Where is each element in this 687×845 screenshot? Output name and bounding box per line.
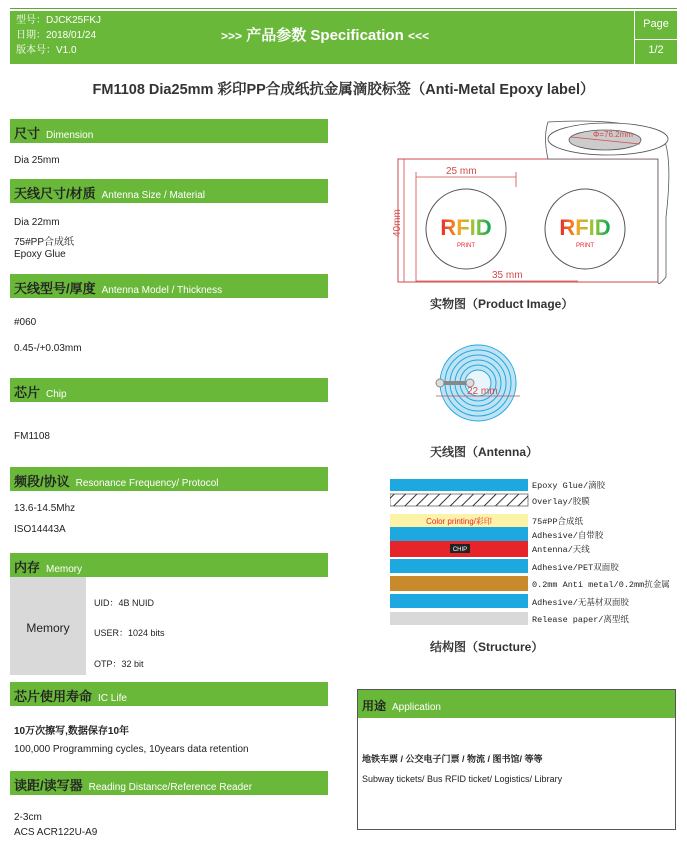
page-number: 1/2 <box>648 44 664 56</box>
layer-label: 75#PP合成纸 <box>532 517 584 527</box>
section-title: 芯片使用寿命 <box>14 689 93 704</box>
memory-label: Memory <box>26 621 70 635</box>
section-subtitle: Chip <box>46 389 67 400</box>
section-subtitle: Resonance Frequency/ Protocol <box>75 478 219 489</box>
section-title: 芯片 <box>14 385 41 400</box>
reading-line: 2-3cm <box>14 812 42 823</box>
title-prefix: >>> <box>221 29 243 43</box>
section-frequency <box>10 467 328 491</box>
layer-label: Antenna/天线 <box>532 545 590 555</box>
layer-release <box>390 612 528 625</box>
layer-label: Adhesive/自带胶 <box>532 531 604 541</box>
print-logo-2: PRINT <box>576 243 594 249</box>
layer-adhesive-3 <box>390 594 528 608</box>
chip-label: CHIP <box>452 547 468 553</box>
section-subtitle: Antenna Model / Thickness <box>101 285 223 296</box>
section-title: 内存 <box>14 560 41 575</box>
product-image-diagram <box>388 117 678 297</box>
antenna-diagram <box>420 340 540 425</box>
section-reading <box>10 771 328 795</box>
layer-adhesive-2 <box>390 559 528 573</box>
height-label: 40mm <box>392 209 403 237</box>
memory-user: USER：1024 bits <box>94 628 165 638</box>
title-text: 产品参数 Specification <box>246 27 404 44</box>
layer-epoxy <box>390 479 528 491</box>
antenna-dim-label: 22 mm <box>467 386 498 397</box>
section-dimension <box>10 119 328 143</box>
chip-value: FM1108 <box>14 431 50 442</box>
section-antenna-size <box>10 179 328 203</box>
layer-label: Epoxy Glue/滴胶 <box>532 481 606 491</box>
layer-label: Overlay/胶膜 <box>532 497 590 507</box>
roll-diameter-label: Φ=76.2mm <box>593 130 633 139</box>
section-title: 天线型号/厚度 <box>14 281 96 296</box>
ic-life-line: 100,000 Programming cycles, 10years data retention <box>14 744 249 755</box>
page-label: Page <box>643 18 669 30</box>
title-suffix: <<< <box>407 29 429 43</box>
antenna-model-line: 0.45-/+0.03mm <box>14 343 82 354</box>
section-title: 读距/读写器 <box>14 778 83 793</box>
layer-label: 0.2mm Anti metal/0.2mm抗金属 <box>532 580 670 590</box>
layer-anti-metal <box>390 576 528 591</box>
section-subtitle: Dimension <box>46 130 94 141</box>
section-title: 用途 <box>362 699 387 713</box>
layer-overlay <box>390 494 528 506</box>
section-memory <box>10 553 328 577</box>
header-title <box>160 24 490 45</box>
memory-table <box>10 577 328 675</box>
rfid-logo-2: RFID <box>559 215 611 240</box>
antenna-pad <box>436 379 444 387</box>
section-title: 天线尺寸/材质 <box>14 186 96 201</box>
dimension-value: Dia 25mm <box>14 155 60 166</box>
ic-life-line: 10万次擦写,数据保存10年 <box>14 726 130 737</box>
header-meta <box>16 13 101 58</box>
reading-line: ACS ACR122U-A9 <box>14 827 98 838</box>
antenna-size-line: Dia 22mm <box>14 217 60 228</box>
application-box <box>357 689 676 830</box>
section-subtitle: Reading Distance/Reference Reader <box>88 782 253 793</box>
page-divider <box>635 39 677 40</box>
structure-caption: 结构图（Structure） <box>430 640 544 654</box>
application-zh-line: 地铁车票 / 公交电子门票 / 物流 / 图书馆/ 等等 <box>362 754 543 764</box>
product-image-caption: 实物图（Product Image） <box>430 297 574 311</box>
antenna-size-line: Epoxy Glue <box>14 249 66 260</box>
section-subtitle: Application <box>392 702 441 713</box>
application-header <box>358 690 675 718</box>
memory-uid: UID：4B NUID <box>94 598 155 608</box>
section-title: 频段/协议 <box>14 474 70 489</box>
rfid-logo-1: RFID <box>440 215 492 240</box>
section-subtitle: Antenna Size / Material <box>101 190 206 201</box>
memory-otp: OTP：32 bit <box>94 659 144 669</box>
print-logo-1: PRINT <box>457 243 475 249</box>
frequency-line: ISO14443A <box>14 524 66 535</box>
antenna-model-line: #060 <box>14 317 37 328</box>
doc-date: 日期：2018/01/24 <box>16 30 97 41</box>
application-en-line: Subway tickets/ Bus RFID ticket/ Logistics/ Library <box>362 774 563 784</box>
model-number: 型号：DJCK25FKJ <box>16 15 102 26</box>
layer-label: Adhesive/PET双面胶 <box>532 563 619 573</box>
section-ic-life <box>10 682 328 706</box>
layer-adhesive-1 <box>390 527 528 541</box>
section-chip <box>10 378 328 402</box>
color-print-label: Color printing/彩印 <box>426 517 492 526</box>
top-rule <box>10 8 677 9</box>
page-indicator <box>634 11 677 64</box>
section-subtitle: Memory <box>46 564 83 575</box>
section-title: 尺寸 <box>14 126 41 141</box>
width-label: 25 mm <box>446 166 477 177</box>
section-subtitle: IC Life <box>98 693 127 704</box>
structure-diagram <box>390 475 685 630</box>
page-header <box>10 11 677 64</box>
frequency-line: 13.6-14.5Mhz <box>14 503 76 514</box>
pitch-label: 35 mm <box>492 270 523 281</box>
doc-version: 版本号：V1.0 <box>16 45 77 56</box>
document-title: FM1108 Dia25mm 彩印PP合成纸抗金属滴胶标签（Anti-Metal Epoxy label） <box>92 82 595 98</box>
memory-label-cell <box>10 577 86 675</box>
layer-label: Release paper/离型纸 <box>532 615 629 625</box>
antenna-size-line: 75#PP合成纸 <box>14 237 75 248</box>
layer-label: Adhesive/无基材双面胶 <box>532 598 629 608</box>
section-antenna-model <box>10 274 328 298</box>
antenna-caption: 天线图（Antenna） <box>430 445 539 459</box>
